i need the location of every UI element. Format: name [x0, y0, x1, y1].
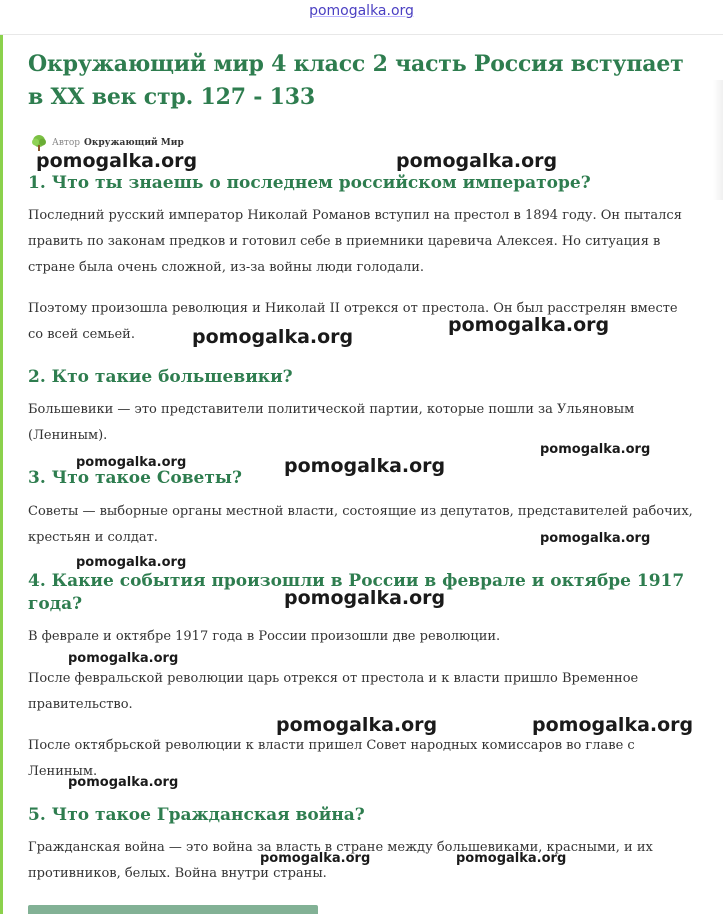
- watermark: pomogalka.org: [284, 587, 446, 609]
- watermark: pomogalka.org: [532, 714, 694, 736]
- section-heading-5: 5. Что такое Гражданская война?: [28, 805, 365, 825]
- watermark: pomogalka.org: [192, 326, 354, 348]
- watermark: pomogalka.org: [396, 150, 558, 172]
- watermark: pomogalka.org: [76, 455, 187, 470]
- section-heading-3: 3. Что такое Советы?: [28, 468, 242, 488]
- watermark: pomogalka.org: [260, 851, 371, 866]
- section-1-paragraph-2: Поэтому произошла революция и Николай II отрекся от престола. Он был расстрелян вместе со всей семьей.: [28, 301, 678, 342]
- header-divider: [0, 34, 723, 35]
- watermark: pomogalka.org: [68, 775, 179, 790]
- watermark: pomogalka.org: [36, 150, 198, 172]
- site-link[interactable]: pomogalka.org: [309, 3, 414, 19]
- section-heading-1: 1. Что ты знаешь о последнем российском императоре?: [28, 173, 591, 193]
- section-4-paragraph-1: В феврале и октябре 1917 года в России произошли две революции.: [28, 629, 501, 644]
- watermark: pomogalka.org: [68, 651, 179, 666]
- author-label: Автор: [52, 138, 81, 148]
- right-edge-shadow: [713, 80, 723, 200]
- section-2-paragraph-1: Большевики — это представители политической партии, которые пошли за Ульяновым (Лениным).: [28, 402, 635, 443]
- watermark: pomogalka.org: [276, 714, 438, 736]
- section-1-paragraph-1: Последний русский император Николай Романов вступил на престол в 1894 году. Он пытался править по законам предков и готовил себе в приемники царевича Алексея. Но ситуация в стране была очень сложной, из-за войны люди голодали.: [28, 208, 682, 275]
- author-name[interactable]: Окружающий Мир: [84, 138, 184, 148]
- left-accent-bar: [0, 35, 3, 914]
- watermark: pomogalka.org: [284, 455, 446, 477]
- watermark: pomogalka.org: [540, 442, 651, 457]
- watermark: pomogalka.org: [456, 851, 567, 866]
- section-4-paragraph-3: После октябрьской революции к власти пришел Совет народных комиссаров во главе с Лениным.: [28, 738, 635, 779]
- section-3-paragraph-1: Советы — выборные органы местной власти, состоящие из депутатов, представителей рабочих, крестьян и солдат.: [28, 504, 693, 545]
- next-heading-cut: [28, 905, 328, 914]
- watermark: pomogalka.org: [448, 314, 610, 336]
- section-heading-4: 4. Какие события произошли в России в феврале и октябре 1917 года?: [28, 571, 685, 614]
- section-heading-2: 2. Кто такие большевики?: [28, 367, 293, 387]
- watermark: pomogalka.org: [76, 555, 187, 570]
- section-4-paragraph-2: После февральской революции царь отрекся от престола и к власти пришло Временное правительство.: [28, 671, 639, 712]
- page-title: Окружающий мир 4 класс 2 часть Россия вступает в XX век стр. 127 - 133: [28, 51, 684, 110]
- watermark: pomogalka.org: [540, 531, 651, 546]
- section-5-paragraph-1: Гражданская война — это война за власть в стране между большевиками, красными, и их противников, белых. Война внутри страны.: [28, 840, 653, 881]
